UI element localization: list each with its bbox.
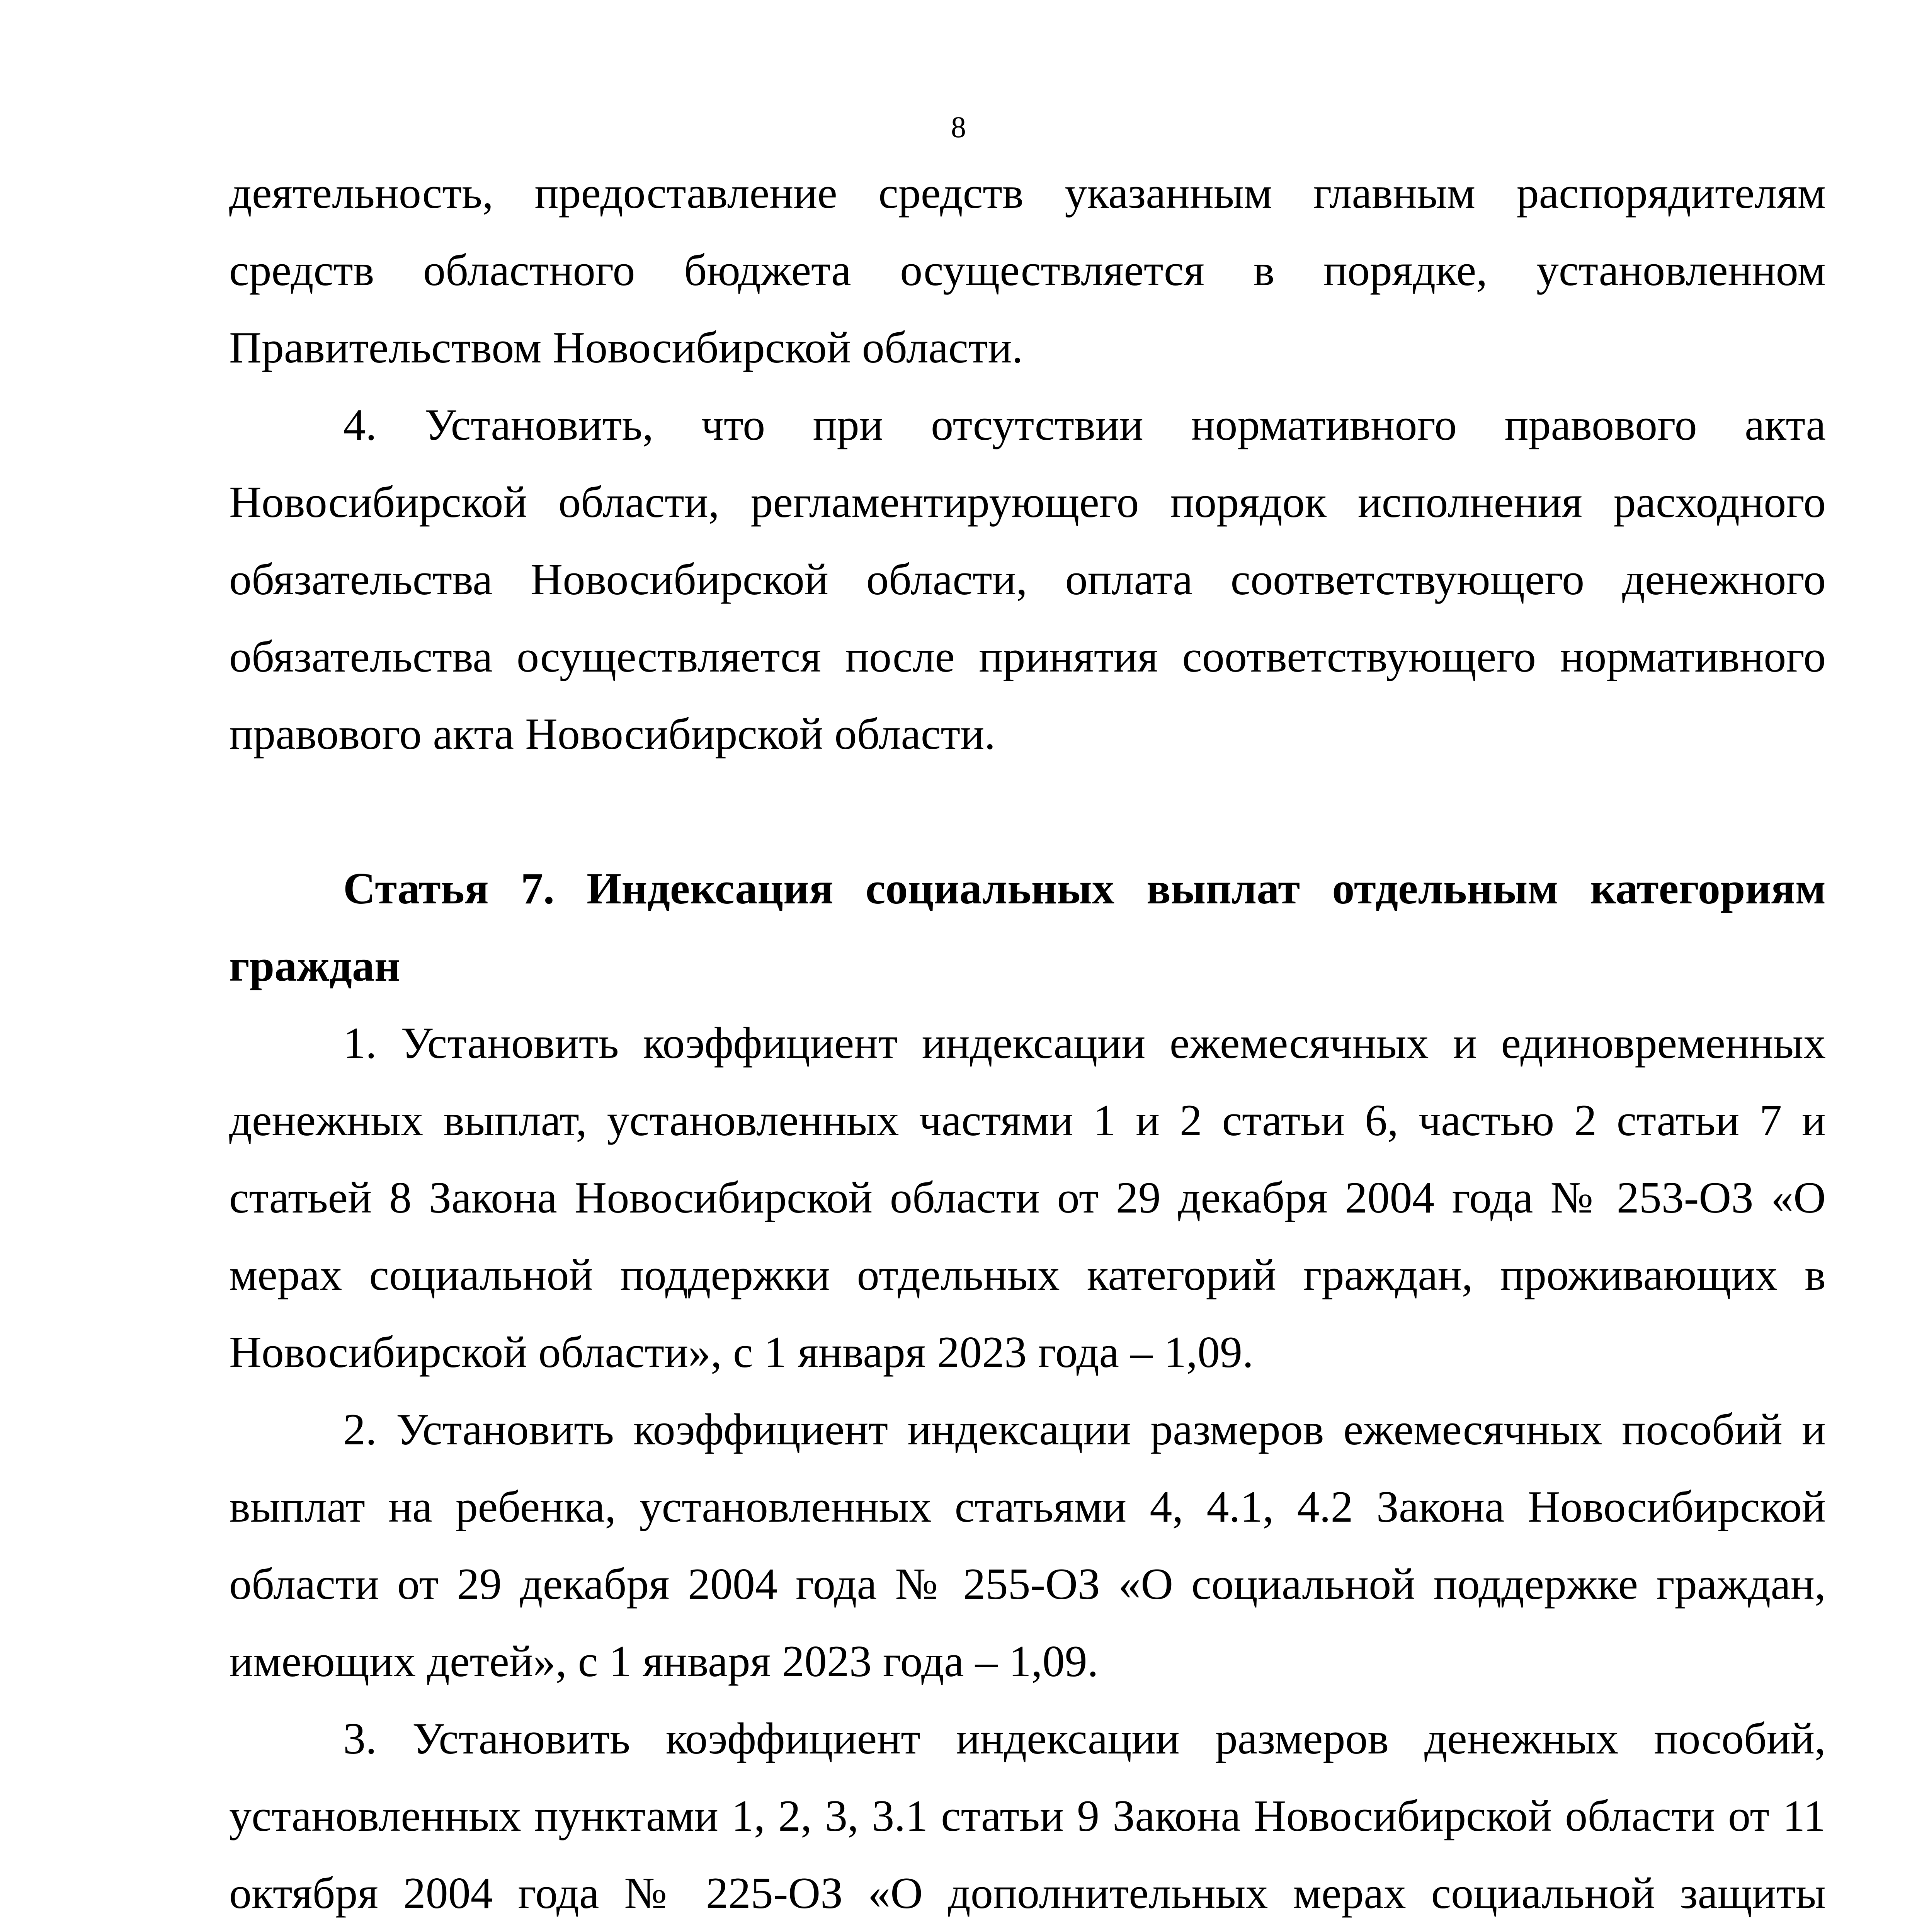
page-number: 8 bbox=[951, 110, 966, 144]
intro-paragraph: деятельность, предоставление средств указанным главным распорядителям средств областного бюджета осуществляется в порядке, установленном Правительством Новосибирской области. bbox=[229, 168, 1826, 372]
article-7-item-3: 3. Установить коэффициент индексации размеров денежных пособий, установленных пунктами 1, 2, 3, 3.1 статьи 9 Закона Новосибирской области от 11 октября 2004 года № 225-ОЗ «О дополнительных мерах социальной защиты bbox=[229, 1714, 1826, 1918]
item-4-paragraph: 4. Установить, что при отсутствии нормативного правового акта Новосибирской области, регламентирующего порядок исполнения расходного обязательства Новосибирской области, оплата соответствующего денежного обязательства осуществляется после принятия соответствующего нормативного правового акта Новосибирской области. bbox=[229, 400, 1826, 759]
article-7-heading: Статья 7. Индексация социальных выплат отдельным категориям граждан bbox=[229, 864, 1826, 991]
article-7-item-1: 1. Установить коэффициент индексации ежемесячных и единовременных денежных выплат, установленных частями 1 и 2 статьи 6, частью 2 статьи 7 и статьей 8 Закона Новосибирской области от 29 декабря 2004 года № 253-ОЗ «О мерах социальной поддержки отдельных категорий граждан, проживающих в Новосибирской области», с 1 января 2023 года – 1,09. bbox=[229, 1019, 1826, 1377]
article-7-item-2: 2. Установить коэффициент индексации размеров ежемесячных пособий и выплат на ребенка, установленных статьями 4, 4.1, 4.2 Закона Новосибирской области от 29 декабря 2004 года № 255-ОЗ «О социальной поддержке граждан, имеющих детей», с 1 января 2023 года – 1,09. bbox=[229, 1405, 1826, 1686]
document-body bbox=[229, 155, 1826, 1932]
